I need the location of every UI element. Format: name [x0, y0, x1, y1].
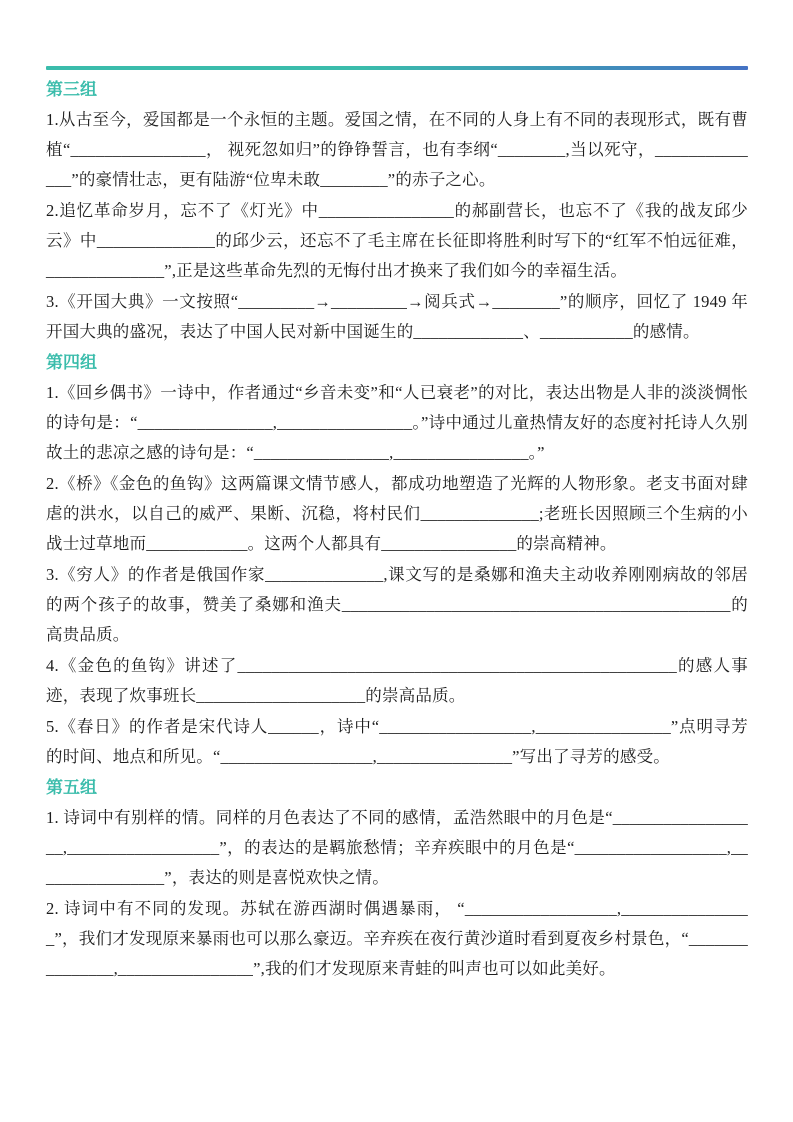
- question-paragraph: 3.《开国大典》一文按照“_________→_________→阅兵式→________”的顺序，回忆了 1949 年开国大典的盛况，表达了中国人民对新中国诞生的_____________、___________的感情。: [46, 292, 748, 341]
- question-paragraph: 1. 诗词中有别样的情。同样的月色表达了不同的感情，孟浩然眼中的月色是“__________________,__________________”，的表达的是羁旅愁情；辛弃疾眼中的月色是“__________________,________________”，表达的则是喜悦欢快之情。: [46, 808, 748, 887]
- question-paragraph: 4.《金色的鱼钩》讲述了____________________________________________________的感人事迹，表现了炊事班长____________________的崇高品质。: [46, 656, 748, 705]
- question-paragraph: 2.《桥》《金色的鱼钩》这两篇课文情节感人，都成功地塑造了光辉的人物形象。老支书面对肆虐的洪水，以自己的威严、果断、沉稳，将村民们______________;老班长因照顾三个生病的小战士过草地而____________。这两个人都具有________________的崇高精神。: [46, 474, 748, 553]
- question-paragraph: 1.《回乡偶书》一诗中，作者通过“乡音未变”和“人已衰老”的对比，表达出物是人非的淡淡惆怅的诗句是：“________________,________________。”诗中通过儿童热情友好的态度衬托诗人久别故土的悲凉之感的诗句是：“________________,________________。”: [46, 383, 748, 462]
- question-paragraph: 1.从古至今，爱国都是一个永恒的主题。爱国之情，在不同的人身上有不同的表现形式，既有曹植“________________， 视死忽如归”的铮铮誓言，也有李纲“________,当以死守，______________”的豪情壮志，更有陆游“位卑未敢________”的赤子之心。: [46, 110, 748, 189]
- question-paragraph: 2. 诗词中有不同的发现。苏轼在游西湖时偶遇暴雨， “__________________,________________”，我们才发现原来暴雨也可以那么豪迈。辛弃疾在夜行黄沙道时看到夏夜乡村景色，“_______________,________________”,我的们才发现原来青蛙的叫声也可以如此美好。: [46, 899, 748, 978]
- section-group-4: [46, 348, 748, 772]
- top-gradient-divider: [46, 66, 748, 70]
- section-group-3: [46, 75, 748, 347]
- question-paragraph: 2.追忆革命岁月，忘不了《灯光》中________________的郝副营长，也忘不了《我的战友邱少云》中______________的邱少云，还忘不了毛主席在长征即将胜利时写下的“红军不怕远征难，______________”,正是这些革命先烈的无悔付出才换来了我们如今的幸福生活。: [46, 201, 748, 280]
- question-paragraph: 5.《春日》的作者是宋代诗人______，诗中“__________________,________________”点明寻芳的时间、地点和所见。“__________________,________________”写出了寻芳的感受。: [46, 717, 748, 766]
- question-paragraph: 3.《穷人》的作者是俄国作家______________,课文写的是桑娜和渔夫主动收养刚刚病故的邻居的两个孩子的故事，赞美了桑娜和渔夫______________________________________________的高贵品质。: [46, 565, 748, 644]
- section-title: 第三组: [46, 80, 97, 99]
- section-title: 第四组: [46, 353, 97, 372]
- section-group-5: [46, 773, 748, 984]
- section-title: 第五组: [46, 778, 97, 797]
